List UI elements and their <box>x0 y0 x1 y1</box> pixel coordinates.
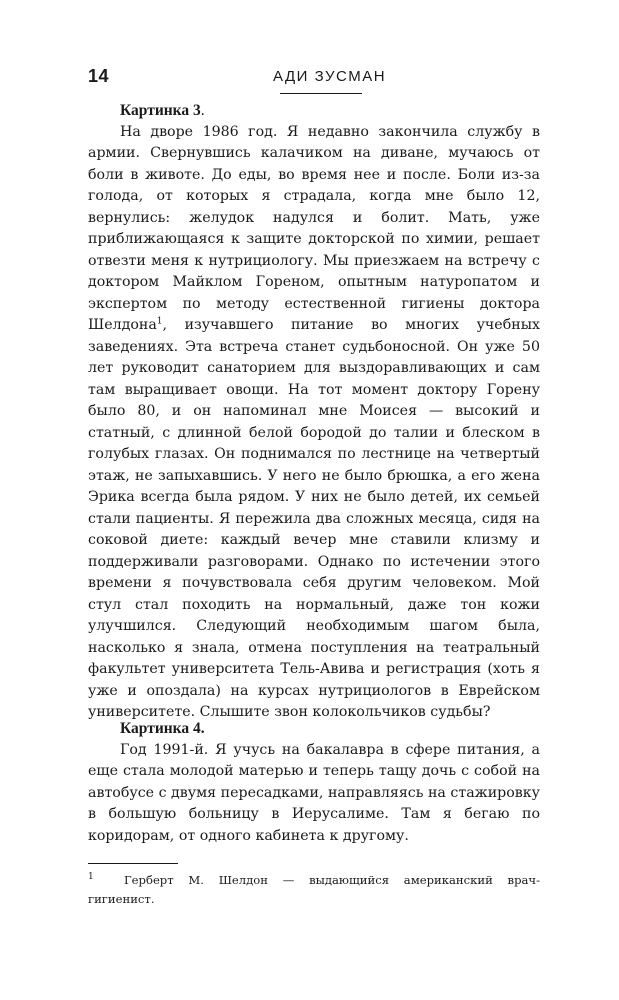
footnote-text: Герберт М. Шелдон — выдающийся американский врач-гигиенист. <box>88 873 540 906</box>
section-body <box>88 122 540 724</box>
section-picture-3 <box>88 100 540 724</box>
running-head: АДИ ЗУСМАН <box>273 68 387 85</box>
section-heading: Картинка 4. <box>120 720 205 737</box>
section-heading-dot: . <box>200 102 205 119</box>
footnote: 1 Герберт М. Шелдон — выдающийся американский врач-гигиенист. <box>88 872 540 906</box>
section-picture-4 <box>88 718 540 847</box>
section-heading <box>120 100 540 122</box>
section-heading-text: Картинка 3 <box>120 102 201 119</box>
running-head-rule <box>280 93 362 94</box>
page-number: 14 <box>88 66 110 86</box>
footnote-rule <box>88 863 178 864</box>
footnote-reference[interactable]: 1 <box>156 316 163 327</box>
section-body: Год 1991-й. Я учусь на бакалавра в сфере питания, а еще стала молодой матерью и теперь тащу дочь с собой на автобусе с двумя пересадками, направляясь на стажировку в большую больницу в Иерусалиме. Там я бегаю по коридорам, от одного кабинета к другому. <box>88 741 540 844</box>
body-text-part-1: На дворе 1986 год. Я недавно закончила службу в армии. Свернувшись калачиком на диване, мучаюсь от боли в животе. До еды, во время нее и после. Боли из-за голода, от которых я страдала, когда мне было 12, вернулись: желудок надулся и болит. Мать, уже приближающаяся к защите докторской по химии, решает отвезти меня к нутрициологу. Мы приезжаем на встречу с доктором Майклом Гореном, опытным натуропатом и экспертом по методу естественной гигиены доктора Шелдона <box>88 123 540 333</box>
body-text-part-2: , изучавшего питание во многих учебных заведениях. Эта встреча станет судьбоносной. Он уже 50 лет руководит санаторием для выздоравливающих и сам там выращивает овощи. На тот момент доктору Горену было 80, и он напоминал мне Моисея — высокий и статный, с длинной белой бородой до талии и блеском в голубых глазах. Он поднимался по лестнице на четвертый этаж, не запыхавшись. У него не было брюшка, а его жена Эрика всегда была рядом. У них не было детей, их семьей стали пациенты. Я пережила два сложных месяца, сидя на соковой диете: каждый вечер мне ставили клизму и поддерживали разговорами. Однако по истечении этого времени я почувствовала себя другим человеком. Мой стул стал походить на нормальный, даже тон кожи улучшился. Следующий необходимым шагом была, насколько я знала, отмена поступления на театральный факультет университета Тель-Авива и регистрация (хоть я уже и опоздала) на курсах нутрициологов в Еврейском университете. Слышите звон колокольчиков судьбы? <box>88 317 540 720</box>
